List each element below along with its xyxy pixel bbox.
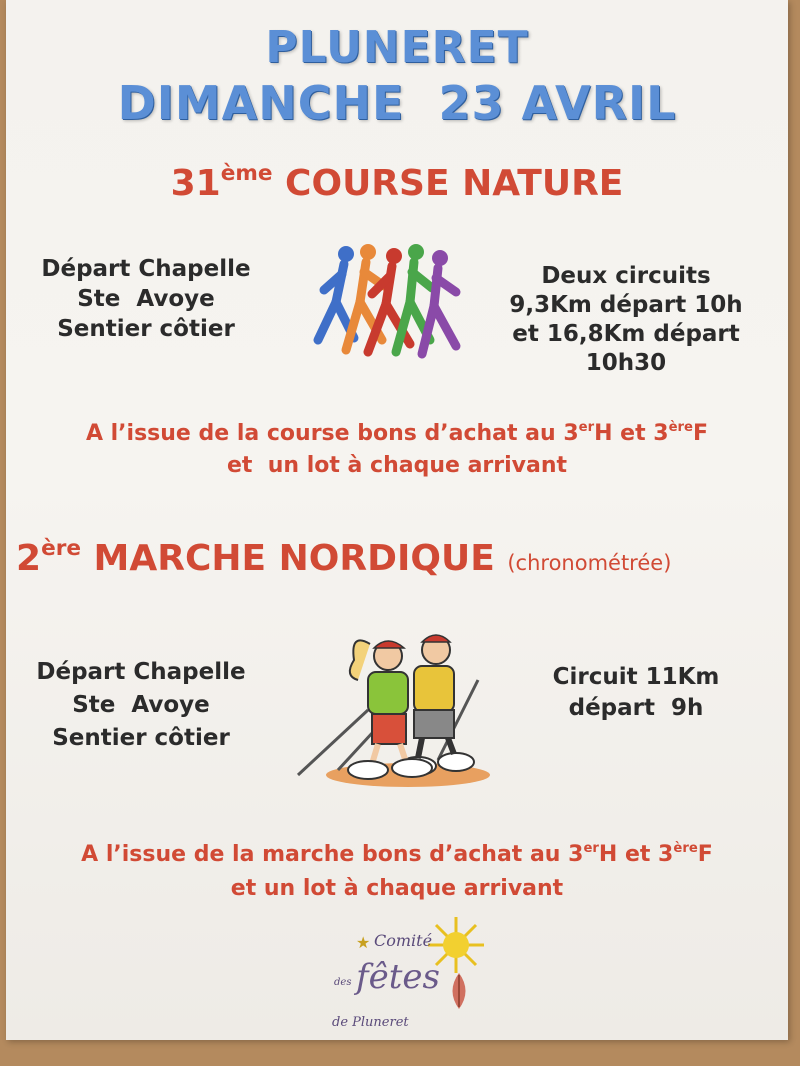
marche-prize: [6, 838, 788, 906]
course-prize-text-b: H et 3: [594, 421, 669, 446]
marche-circuit-line: départ 9h: [568, 695, 704, 721]
logo-text-comite: Comité: [374, 931, 433, 950]
marche-title-text: MARCHE NORDIQUE: [81, 538, 495, 579]
marche-circuit-line: Circuit 11Km: [552, 664, 720, 690]
marche-start-line: Départ Chapelle: [36, 659, 246, 685]
marche-title: [16, 535, 786, 579]
course-prize-sup2: ère: [668, 419, 693, 435]
marche-prize-line1: [6, 838, 788, 872]
course-start-line: Ste Avoye: [77, 286, 215, 312]
star-icon: ★: [356, 933, 371, 952]
marche-start-block: [16, 656, 266, 755]
marche-start-line: Sentier côtier: [52, 725, 230, 751]
course-prize-sup1: er: [578, 419, 595, 435]
runners-illustration: [306, 240, 476, 365]
marche-start-line: Ste Avoye: [72, 692, 210, 718]
marche-prize-text-a: A l’issue de la marche bons d’achat au 3: [81, 842, 584, 867]
course-title-text: COURSE NATURE: [272, 163, 624, 204]
logo-text-des: des: [334, 977, 352, 988]
course-start-line: Sentier côtier: [57, 316, 235, 342]
comite-logo: [326, 915, 496, 1035]
marche-prize-text-c: F: [697, 842, 713, 867]
town-title: PLUNERET: [265, 22, 529, 73]
marche-prize-text-b: H et 3: [598, 842, 674, 867]
date-title: DIMANCHE 23 AVRIL: [117, 76, 677, 130]
marche-circuit-block: [526, 662, 746, 724]
marche-title-number: 2: [16, 538, 42, 579]
course-circuit-line: Deux circuits: [541, 263, 711, 289]
course-circuit-line: 9,3Km départ 10h: [509, 292, 743, 318]
logo-text-pluneret: de Pluneret: [332, 1015, 409, 1029]
poster: [6, 0, 788, 1040]
course-title: [6, 160, 788, 204]
nordic-walkers-illustration: [288, 630, 498, 790]
course-prize-text-c: F: [693, 421, 709, 446]
course-circuit-line: et 16,8Km départ: [512, 321, 740, 347]
course-circuit-line: 10h30: [585, 350, 667, 376]
course-title-number: 31: [170, 163, 221, 204]
course-title-sup: ème: [220, 160, 273, 186]
marche-prize-sup2: ère: [673, 840, 698, 856]
marche-title-sup: ère: [41, 535, 82, 561]
logo-text-fetes: fêtes: [356, 957, 440, 997]
course-prize: [6, 418, 788, 482]
marche-prize-line2: et un lot à chaque arrivant: [230, 876, 564, 901]
course-start-block: [26, 254, 266, 344]
leaf-icon: [444, 971, 474, 1011]
course-start-line: Départ Chapelle: [41, 256, 251, 282]
course-prize-line1: [6, 418, 788, 450]
course-prize-text-a: A l’issue de la course bons d’achat au 3: [85, 421, 579, 446]
marche-prize-sup1: er: [583, 840, 599, 856]
course-prize-line2: et un lot à chaque arrivant: [226, 453, 568, 478]
marche-title-note: (chronométrée): [507, 551, 672, 575]
course-circuit-block: [496, 262, 756, 378]
